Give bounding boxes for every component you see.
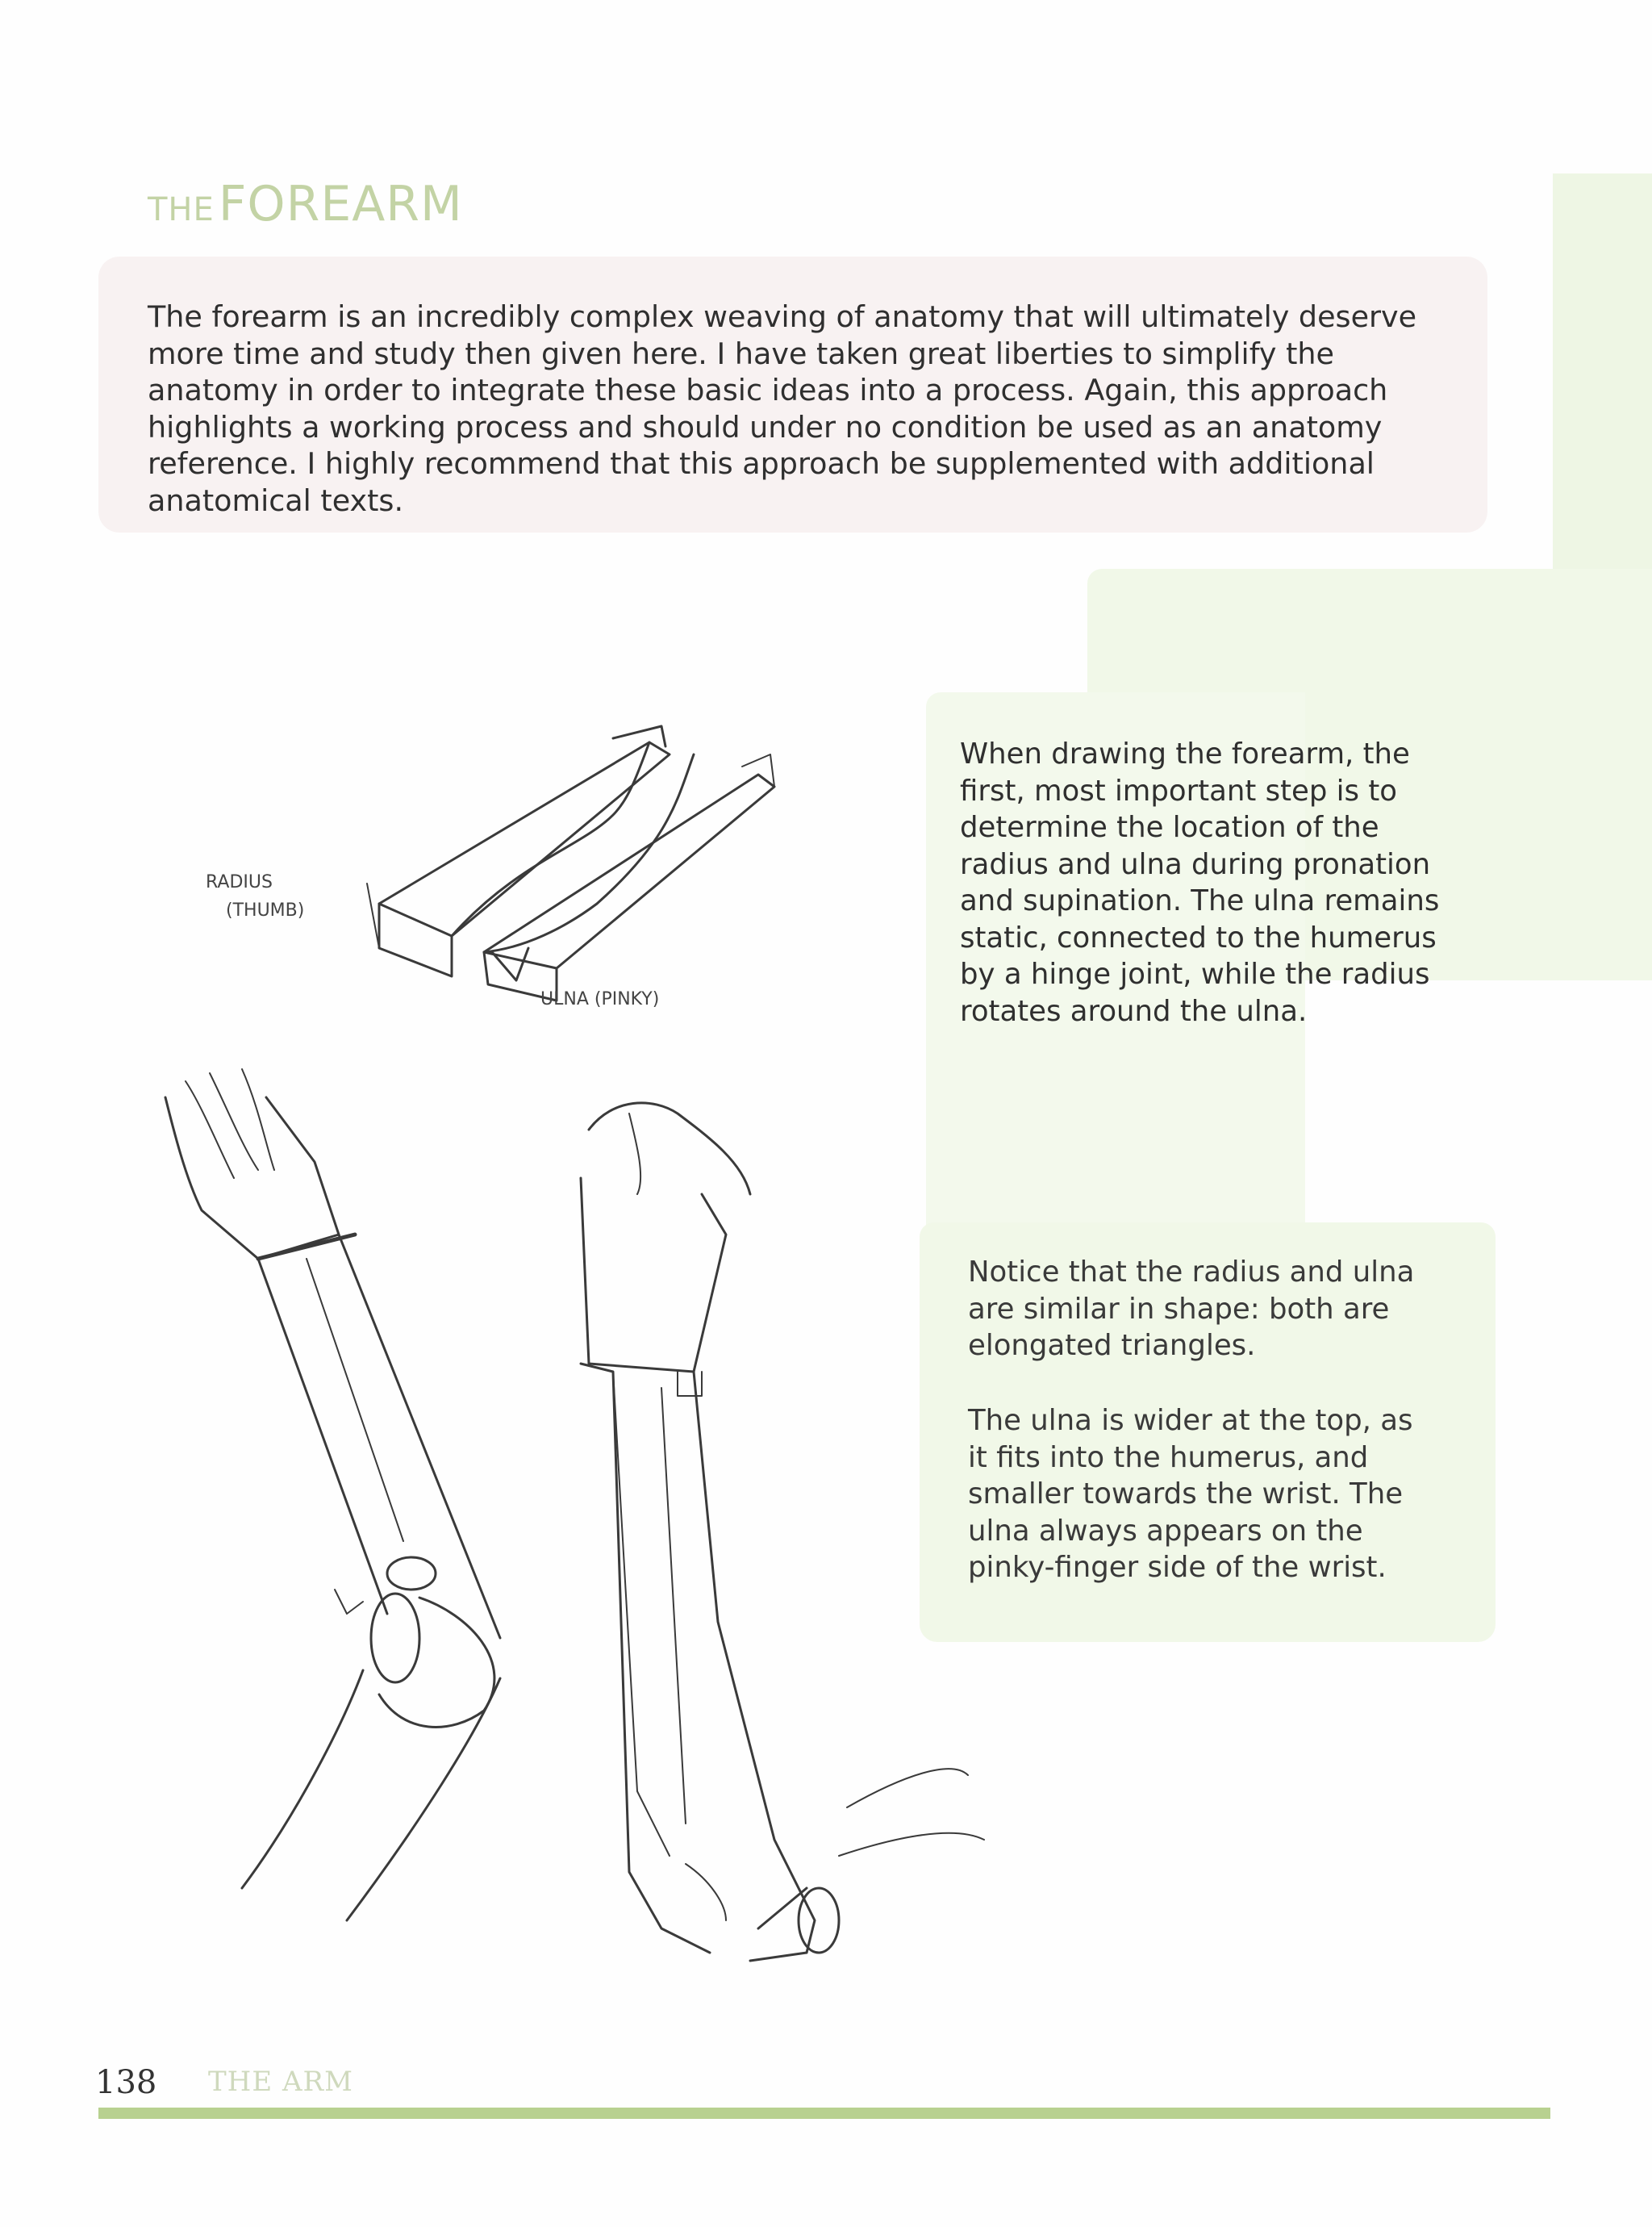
section-name: THE ARM bbox=[208, 2066, 353, 2098]
radius-label: RADIUS bbox=[206, 872, 273, 892]
ulna-label: ULNA (PINKY) bbox=[540, 989, 660, 1009]
title-prefix: THE bbox=[148, 191, 215, 228]
title-main: FOREARM bbox=[218, 176, 463, 232]
column-paragraph-3: The ulna is wider at the top, as it fits into the humerus, and smaller towards the wrist. The ulna always appears on the pinky-finger side of the wrist. bbox=[968, 1404, 1413, 1584]
column-paragraph-1: When drawing the forearm, the first, most important step is to determine the location of the radius and ulna during pronation and supination. The ulna remains static, connected to the humerus by a hinge joint, while the radius rotates around the ulna. bbox=[960, 737, 1440, 1028]
left-arm-sketch bbox=[165, 1069, 500, 1920]
thumb-label: (THUMB) bbox=[226, 900, 305, 921]
bone-blocks-sketch bbox=[367, 726, 774, 1001]
footer-rule bbox=[98, 2108, 1550, 2119]
intro-paragraph: The forearm is an incredibly complex weaving of anatomy that will ultimately deserve more time and study then given here. I have taken great liberties to simplify the anatomy in order to integrate these basic ideas into a process. Again, this approach highlights a working process and should under no condition be used as an anatomy reference. I highly recommend that this approach be supplemented with additional anatomical texts. bbox=[148, 299, 1417, 518]
page-number: 138 bbox=[95, 2064, 157, 2101]
right-arm-sketch bbox=[581, 1103, 984, 1961]
column-paragraph-2: Notice that the radius and ulna are similar in shape: both are elongated triangles. bbox=[968, 1256, 1415, 1362]
